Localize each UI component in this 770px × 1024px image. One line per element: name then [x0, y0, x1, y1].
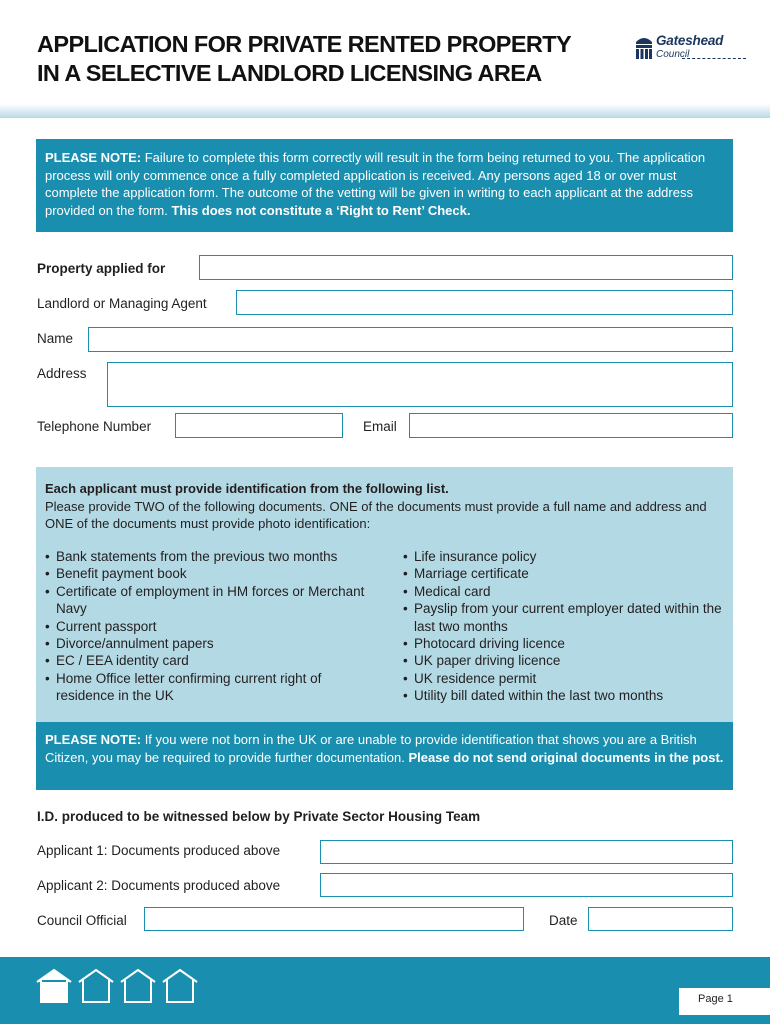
date-field[interactable]	[588, 907, 733, 931]
email-label: Email	[363, 419, 397, 434]
note-text: Failure to complete this form correctly will result in the form being returned to you. The application process will only commence once a fully completed application is received. Any persons aged 18 or over must complete the application form. The outcome of the vetting will be given in writing to each applicant at the address provided on the form.	[45, 150, 706, 218]
gateshead-logo-icon	[634, 34, 654, 62]
id-list-left	[45, 548, 375, 705]
applicant2-field[interactable]	[320, 873, 733, 897]
telephone-label: Telephone Number	[37, 419, 152, 434]
list-item: • Photocard driving licence	[403, 635, 733, 652]
note-label: PLEASE NOTE:	[45, 150, 142, 165]
house-icon	[36, 968, 198, 1004]
list-item: • Marriage certificate	[403, 565, 733, 582]
list-item: • Home Office letter confirming current right of residence in the UK	[45, 670, 375, 705]
address-field[interactable]	[107, 362, 733, 407]
telephone-field[interactable]	[175, 413, 343, 438]
date-label: Date	[549, 913, 578, 928]
footer-band	[0, 957, 770, 1024]
name-label: Name	[37, 331, 74, 346]
list-item: • Certificate of employment in HM forces or Merchant Navy	[45, 583, 375, 618]
note-bold-end: This does not constitute a ‘Right to Rent’ Check.	[171, 202, 471, 218]
title-line-2: IN A SELECTIVE LANDLORD LICENSING AREA	[37, 60, 542, 86]
applicant1-field[interactable]	[320, 840, 733, 864]
list-item: • Medical card	[403, 583, 733, 600]
id-instructions: Please provide TWO of the following documents. ONE of the documents must provide a full name and address and ONE of the documents must provide photo identification:	[45, 498, 707, 532]
birth-note-banner	[36, 722, 733, 790]
email-field[interactable]	[409, 413, 733, 438]
landlord-field[interactable]	[236, 290, 733, 315]
list-item: • Utility bill dated within the last two months	[403, 687, 733, 704]
list-item: • Divorce/annulment papers	[45, 635, 375, 652]
page-title	[37, 30, 617, 88]
list-item: • Bank statements from the previous two months	[45, 548, 375, 565]
list-item: • UK paper driving licence	[403, 652, 733, 669]
note2-label: PLEASE NOTE:	[45, 732, 142, 747]
logo-sub: Council	[656, 49, 690, 60]
landlord-label: Landlord or Managing Agent	[37, 296, 207, 311]
id-heading: Each applicant must provide identification from the following list.	[45, 481, 449, 496]
council-logo	[634, 34, 744, 66]
applicant2-label: Applicant 2: Documents produced above	[37, 878, 281, 893]
list-item: • EC / EEA identity card	[45, 652, 375, 669]
note2-bold-end: Please do not send original documents in the post.	[408, 749, 724, 765]
please-note-banner	[36, 139, 733, 232]
id-list-right	[403, 548, 733, 705]
header-divider	[0, 104, 770, 118]
witness-heading: I.D. produced to be witnessed below by Private Sector Housing Team	[37, 809, 481, 824]
list-item: • UK residence permit	[403, 670, 733, 687]
list-item: • Benefit payment book	[45, 565, 375, 582]
page-number	[679, 988, 770, 1015]
official-label: Council Official	[37, 913, 127, 928]
identification-section	[36, 467, 733, 722]
property-label: Property applied for	[37, 261, 166, 276]
logo-underline	[682, 58, 746, 60]
property-field[interactable]	[199, 255, 733, 280]
list-item: • Life insurance policy	[403, 548, 733, 565]
name-field[interactable]	[88, 327, 733, 352]
title-line-1: APPLICATION FOR PRIVATE RENTED PROPERTY	[37, 31, 572, 57]
address-label: Address	[37, 366, 87, 381]
applicant1-label: Applicant 1: Documents produced above	[37, 843, 281, 858]
page-label: Page 1	[698, 993, 733, 1005]
list-item: • Payslip from your current employer dated within the last two months	[403, 600, 733, 635]
official-field[interactable]	[144, 907, 524, 931]
logo-name: Gateshead	[656, 33, 724, 48]
note2-text: If you were not born in the UK or are unable to provide identification that shows you are a British Citizen, you may be required to provide further documentation.	[45, 732, 697, 765]
list-item: • Current passport	[45, 618, 375, 635]
